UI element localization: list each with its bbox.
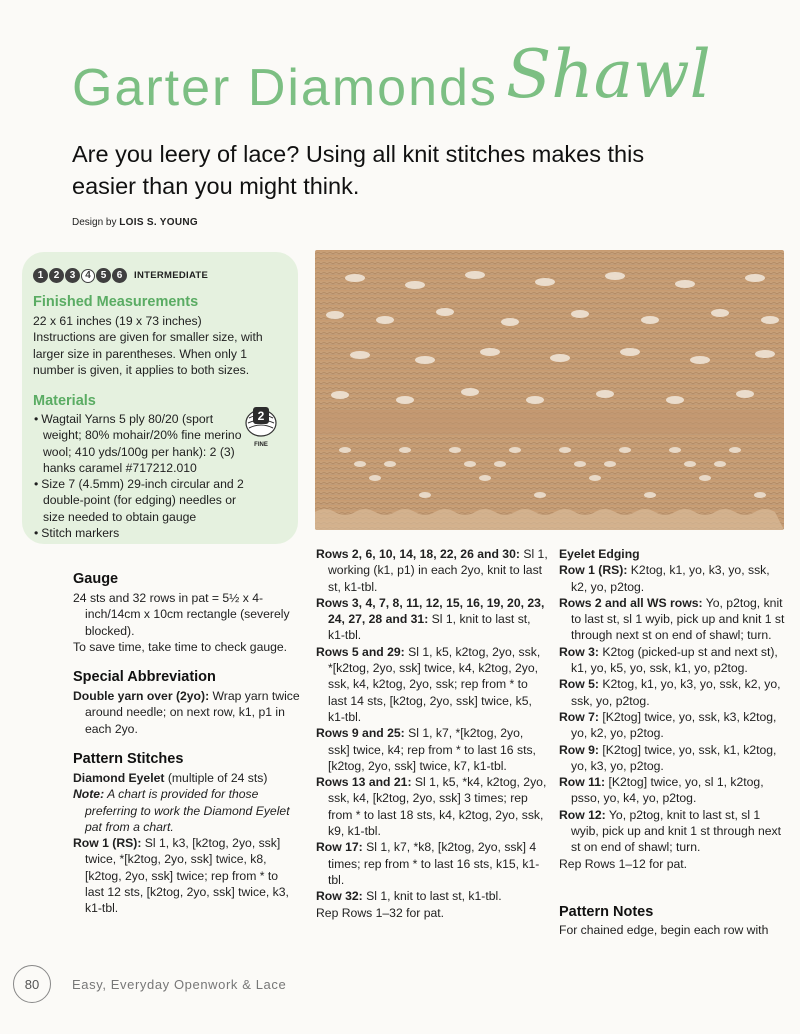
repeat-note: Rep Rows 1–12 for pat.: [559, 856, 688, 871]
skill-label: INTERMEDIATE: [134, 270, 209, 281]
row-instruction: [559, 562, 787, 595]
row-instruction: [559, 774, 787, 807]
row-label: Row 3:: [559, 644, 599, 659]
row-instruction: [559, 676, 787, 709]
pattern-stitches-text: [73, 770, 297, 917]
row-text: K2tog (picked-up st and next st), k1, yo, k5, yo, ssk, k1, yo, p2tog.: [571, 644, 778, 676]
stitch-name-line: [73, 770, 297, 786]
row-label: Row 9:: [559, 742, 599, 757]
row-label: Row 7:: [559, 709, 599, 724]
yarn-weight-number: 2: [257, 409, 265, 423]
material-item: • Wagtail Yarns 5 ply 80/20 (sport weight; 80% mohair/20% fine merino wool; 410 yds/100g per hank): 2 (3) hanks caramel #717212.010: [33, 411, 255, 476]
row-label: Row 1 (RS):: [559, 563, 628, 578]
row-text: Sl 1, knit to last st, k1-tbl.: [366, 889, 502, 904]
page-title: Garter Diamonds: [72, 59, 498, 117]
repeat-note: Rep Rows 1–32 for pat.: [316, 905, 445, 920]
row-text: [K2tog] twice, yo, ssk, k1, k2tog, yo, k3, yo, p2tog.: [571, 742, 777, 773]
row-label: Rows 5 and 29:: [316, 644, 405, 659]
row-instruction: [559, 807, 787, 856]
gauge-line: 24 sts and 32 rows in pat = 5½ x 4-inch/14cm x 10cm rectangle (severely blocked).: [73, 591, 290, 638]
note-text: A chart is provided for those preferring to work the Diamond Eyelet pat from a chart.: [85, 787, 290, 834]
stitch-name: Diamond Eyelet: [73, 771, 165, 785]
finished-measurements-heading: Finished Measurements: [33, 294, 199, 310]
row-instruction: [559, 644, 787, 677]
row-label: Row 17:: [316, 840, 363, 855]
gauge-heading: Gauge: [73, 571, 119, 587]
row-label: Row 5:: [559, 677, 599, 692]
skill-dot-4-active: 4: [81, 269, 95, 283]
skill-dot-2: 2: [49, 268, 64, 283]
materials-heading: Materials: [33, 393, 96, 409]
row-instruction: [316, 546, 548, 595]
row-instruction: [316, 644, 548, 725]
row-label: Rows 13 and 21:: [316, 775, 412, 790]
row-instruction: [316, 888, 548, 904]
page-title-script: Shawl: [506, 36, 711, 113]
yarn-weight-icon: [244, 403, 278, 439]
row-text: K2tog, k1, yo, k3, yo, ssk, k2, yo, p2tog.: [571, 563, 770, 594]
material-item: • Size 7 (4.5mm) 29-inch circular and 2 double-point (for edging) needles or size needed to obtain gauge: [33, 476, 255, 525]
row-instruction: [559, 595, 787, 644]
row-instruction: [559, 742, 787, 775]
materials-list: [33, 411, 255, 541]
shawl-photo: [315, 250, 784, 530]
note-label: Note:: [73, 787, 105, 802]
garter-band: [315, 410, 784, 434]
row-instruction: [316, 774, 548, 839]
abbreviation-text: [73, 688, 309, 737]
designer-name: LOIS S. YOUNG: [119, 217, 198, 228]
row-label: Row 11:: [559, 775, 606, 790]
skill-dot-6: 6: [112, 268, 127, 283]
measurement-note: Instructions are given for smaller size, with larger size in parentheses. When only 1 number is given, it applies to both sizes.: [33, 330, 263, 377]
book-title: Easy, Everyday Openwork & Lace: [72, 977, 287, 992]
row-text: Sl 1, knit to last st, k1-tbl.: [328, 612, 531, 643]
eyelet-edging-column: [559, 546, 787, 872]
row-text: Yo, p2tog, knit to last st, sl 1 wyib, pick up and knit 1 st through next st on end of shawl; turn.: [571, 595, 785, 643]
row-text: K2tog, k1, yo, k3, yo, ssk, k2, yo, ssk, yo, p2tog.: [571, 677, 781, 708]
row-text: [K2tog] twice, yo, sl 1, k2tog, psso, yo, k4, yo, p2tog.: [571, 775, 764, 806]
pattern-notes-text: For chained edge, begin each row with: [559, 923, 769, 937]
designer-credit: [72, 217, 198, 228]
gauge-line: To save time, take time to check gauge.: [73, 639, 288, 654]
row-text: [K2tog] twice, yo, ssk, k3, k2tog, yo, k2, yo, p2tog.: [571, 709, 777, 741]
measurement-size: 22 x 61 inches (19 x 73 inches): [33, 314, 202, 328]
row-instruction: [73, 835, 297, 916]
skill-level: [33, 268, 208, 283]
row-label: Rows 2, 6, 10, 14, 18, 22, 26 and 30:: [316, 547, 520, 561]
row-text: Yo, p2tog, knit to last st, sl 1 wyib, pick up and knit 1 st through next st on end of shawl; turn.: [571, 807, 782, 855]
stitch-note: [73, 786, 297, 835]
subtitle: Are you leery of lace? Using all knit stitches makes this easier than you might think.: [72, 141, 645, 199]
stitch-multiple: (multiple of 24 sts): [167, 771, 268, 785]
row-label: Row 32:: [316, 889, 363, 904]
row-label: Rows 3, 4, 7, 8, 11, 12, 15, 16, 19, 20, 23, 24, 27, 28 and 31:: [316, 595, 545, 627]
row-text: Sl 1, k5, *k4, k2tog, 2yo, ssk, k4, [k2tog, 2yo, ssk] 3 times; rep from * to last 18 sts, k4, k2tog, 2yo, ssk, k9, k1-tbl.: [328, 775, 547, 839]
gauge-text: [73, 590, 297, 655]
pattern-notes-heading: Pattern Notes: [559, 904, 654, 920]
row-instruction: [316, 595, 548, 644]
knit-fabric: [315, 250, 784, 530]
row-text: Sl 1, working (k1, p1) in each 2yo, knit to last st, k1-tbl.: [328, 547, 548, 594]
row-label: Row 1 (RS):: [73, 836, 142, 851]
abbreviation-term: Double yarn over (2yo):: [73, 689, 210, 703]
row-text: Sl 1, k3, [k2tog, 2yo, ssk] twice, *[k2tog, 2yo, ssk] twice, k8, [k2tog, 2yo, ssk] twice; rep from * to last 12 sts, [k2tog, 2yo, ssk] twice, k3, k1-tbl.: [85, 836, 289, 916]
skill-dot-3: 3: [65, 268, 80, 283]
pattern-stitches-heading: Pattern Stitches: [73, 751, 184, 767]
skill-dot-5: 5: [96, 268, 111, 283]
row-label: Row 12:: [559, 807, 606, 822]
page-number: 80: [13, 965, 51, 1003]
row-text: Sl 1, k5, k2tog, 2yo, ssk, *[k2tog, 2yo, ssk] twice, k4, k2tog, 2yo, ssk, k4, k2tog, 2yo, ssk; rep from * to last 14 sts, [k2tog, 2yo, ssk] twice, k5, k1-tbl.: [328, 644, 541, 724]
abbreviation-definition: Wrap yarn twice around needle; on next row, k1, p1 in each 2yo.: [85, 689, 300, 736]
row-label: Rows 2 and all WS rows:: [559, 595, 703, 610]
row-text: Sl 1, k7, *[k2tog, 2yo, ssk] twice, k4; rep from * to last 16 sts, [k2tog, 2yo, ssk] twice, k7, k1-tbl.: [328, 726, 536, 773]
material-item: • Stitch markers: [33, 525, 255, 541]
row-text: Sl 1, k7, *k8, [k2tog, 2yo, ssk] 4 times; rep from * to last 16 sts, k15, k1-tbl.: [328, 840, 540, 887]
row-instruction: [316, 725, 548, 774]
eyelet-edging-heading: Eyelet Edging: [559, 547, 640, 561]
yarn-weight-label: FINE: [254, 442, 268, 448]
abbreviation-heading: Special Abbreviation: [73, 669, 216, 685]
skill-dot-1: 1: [33, 268, 48, 283]
row-instruction: [316, 839, 548, 888]
designer-prefix: Design by: [72, 217, 117, 228]
row-label: Rows 9 and 25:: [316, 726, 405, 741]
finished-measurements-text: [33, 313, 291, 378]
diamond-rows-column: [316, 546, 548, 921]
row-instruction: [559, 709, 787, 742]
